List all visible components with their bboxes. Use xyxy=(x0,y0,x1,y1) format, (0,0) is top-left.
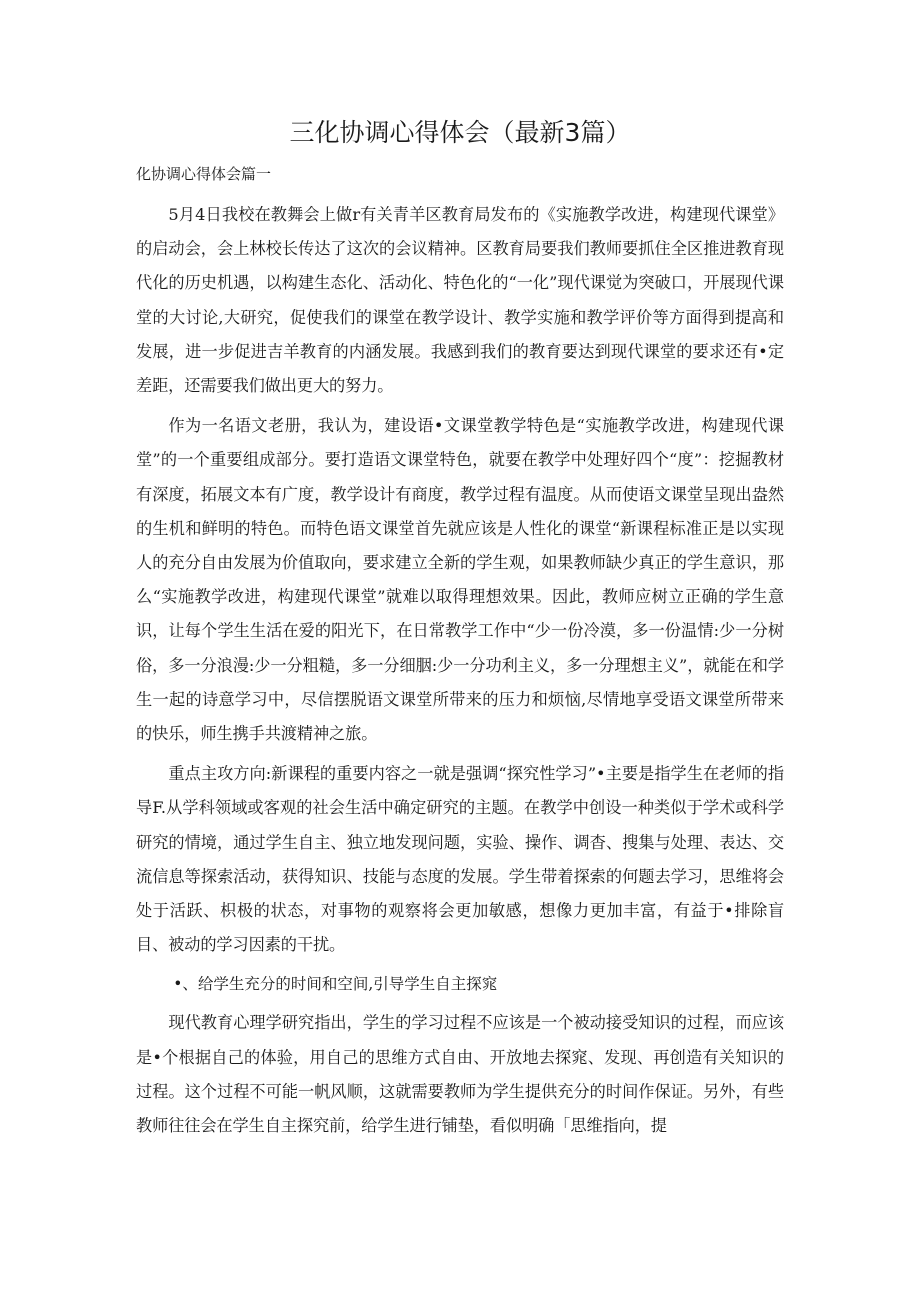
paragraph-1: 5月4日我校在教舞会上做r有关青羊区教育局发布的《实施教学改进，构建现代课堂》的启动会，会上林校长传达了这次的会议精神。区教育局要我们教师要抓住全区推进教育现代化的历史机遇，以构建生态化、活动化、特色化的“一化”现代课觉为突破口，开展现代课堂的大讨论,大研究，促使我们的课堂在教学设计、教学实施和教学评价等方面得到提高和发展，进一步促进吉羊教育的内涵发展。我感到我们的教育要达到现代课堂的要求还有•定差距，还需要我们做出更大的努力。 xyxy=(136,205,784,396)
section-heading: 化协调心得体会篇一 xyxy=(136,165,272,183)
document-body xyxy=(136,158,784,1143)
paragraph-3: 重点主攻方向:新课程的重要内容之一就是强调“探究性学习”•主要是指学生在老师的指导F.从学科领域或客观的社会生活中确定研究的主题。在教学中创设一种类似于学术或科学研究的情境，通过学生自主、独立地发现问题，实验、操作、调杳、搜集与处理、表达、交流信息等探索活动，获得知识、技能与态度的发展。学生带着探索的何题去学习，思维将会处于活跃、枳极的状态，对事物的观察将会更加敏感，想像力更加丰富，有益于•排除盲目、被动的学习因素的干扰。 xyxy=(136,764,784,955)
document-title: 三化协调心得体会（最新3篇） xyxy=(289,118,631,147)
paragraph-4: 现代教育心理学研究指出，学生的学习过程不应该是一个被动接受知识的过程，而应该是•个根据自己的体验，用自己的思维方式自由、开放地去探窕、发现、再创造有关知识的过程。这个过程不可能一帆风顺，这就需要教师为学生提供充分的时间作保证。另外，有些教师往往会在学生自主探究前，给学生进行铺垫，看似明确「思维指向，提 xyxy=(136,1013,784,1136)
subheading: •、给学生充分的时间和空间,引导学生自主探窕 xyxy=(173,975,498,994)
paragraph-2: 作为一名语文老册，我认为，建设语•文课堂教学特色是“实施教学改进，构建现代课堂”的一个重要组成部分。要打造语文课堂特色，就要在教学中处理好四个“度”：挖掘教材有深度，拓展文本有广度，教学设计有商度，教学过程有温度。从而使语文课堂呈现出盎然的生机和鲜明的特色。而特色语文课堂首先就应该是人性化的课堂“新课程标准正是以实现人的充分自由发展为价值取向，要求建立全新的学生观，如果教师缺少真正的学生意识，那么“实施教学改进，构建现代课堂”就难以取得理想效果。因此，教师应树立正确的学生意识，让每个学生生活在爱的阳光下，在日常教学工作中“少一份冷漠，多一份温情:少一分树俗，多一分浪漫:少一分粗糙，多一分细胭:少一分功利主义，多一分理想主义”，就能在和学生一起的诗意学习中，尽信摆脱语文课堂所带来的压力和烦恼,尽情地享受语文课堂所带来的快乐，师生携手共渡精神之旅。 xyxy=(136,416,784,744)
